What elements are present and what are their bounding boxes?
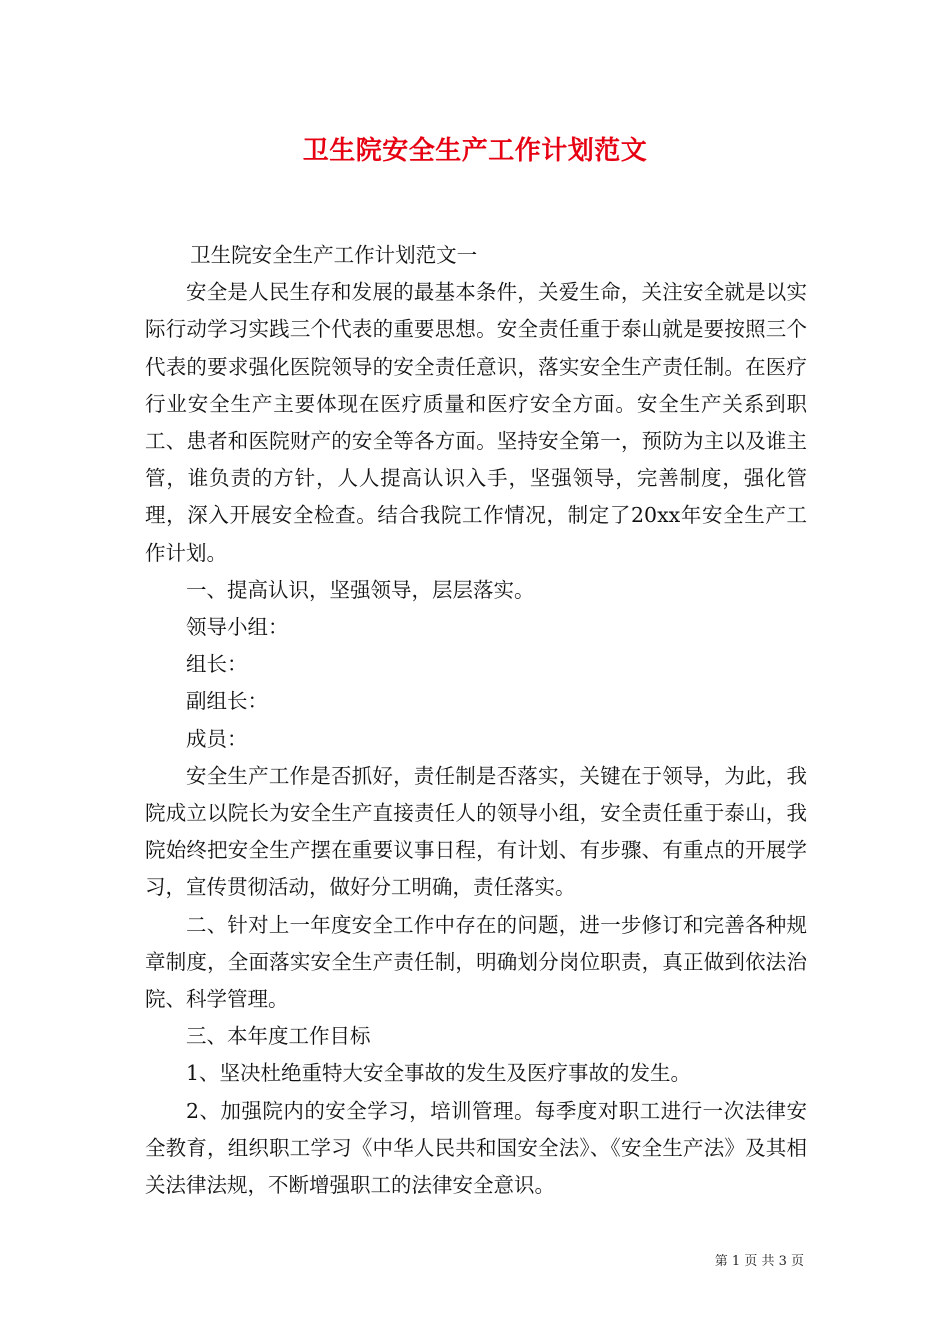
goal-item-1: 1、坚决杜绝重特大安全事故的发生及医疗事故的发生。	[186, 1061, 692, 1086]
page-number: 第 1 页 共 3 页	[714, 1254, 804, 1269]
label-deputy-leader: 副组长：	[186, 689, 268, 714]
document-title: 卫生院安全生产工作计划范文	[302, 136, 648, 166]
label-group-leader: 组长：	[186, 652, 248, 677]
document-body	[145, 237, 807, 1204]
section-subtitle: 卫生院安全生产工作计划范文一	[190, 243, 478, 267]
heading-section-3: 三、本年度工作目标	[186, 1024, 371, 1049]
heading-section-2: 二、针对上一年度安全工作中存在的问题，进一步修订和完善各种规章制度，全面落实安全生产责任制，明确划分岗位职责，真正做到依法治院、科学管理。	[145, 912, 807, 1012]
goal-item-2: 2、加强院内的安全学习，培训管理。每季度对职工进行一次法律安全教育，组织职工学习《中华人民共和国安全法》、《安全生产法》及其相关法律法规，不断增强职工的法律安全意识。	[145, 1098, 807, 1198]
paragraph-intro: 安全是人民生存和发展的最基本条件，关爱生命，关注安全就是以实际行动学习实践三个代表的重要思想。安全责任重于泰山就是要按照三个代表的要求强化医院领导的安全责任意识，落实安全生产责任制。在医疗行业安全生产主要体现在医疗质量和医疗安全方面。安全生产关系到职工、患者和医院财产的安全等各方面。坚持安全第一，预防为主以及谁主管，谁负责的方针，人人提高认识入手，坚强领导，完善制度，强化管理，深入开展安全检查。结合我院工作情况，制定了20xx年安全生产工作计划。	[145, 280, 807, 565]
label-members: 成员：	[186, 726, 248, 751]
label-leadership-group: 领导小组：	[186, 615, 289, 640]
heading-section-1: 一、提高认识，坚强领导，层层落实。	[186, 577, 535, 602]
paragraph-responsibility: 安全生产工作是否抓好，责任制是否落实，关键在于领导，为此，我院成立以院长为安全生产直接责任人的领导小组，安全责任重于泰山，我院始终把安全生产摆在重要议事日程，有计划、有步骤、有重点的开展学习，宣传贯彻活动，做好分工明确，责任落实。	[145, 763, 807, 900]
